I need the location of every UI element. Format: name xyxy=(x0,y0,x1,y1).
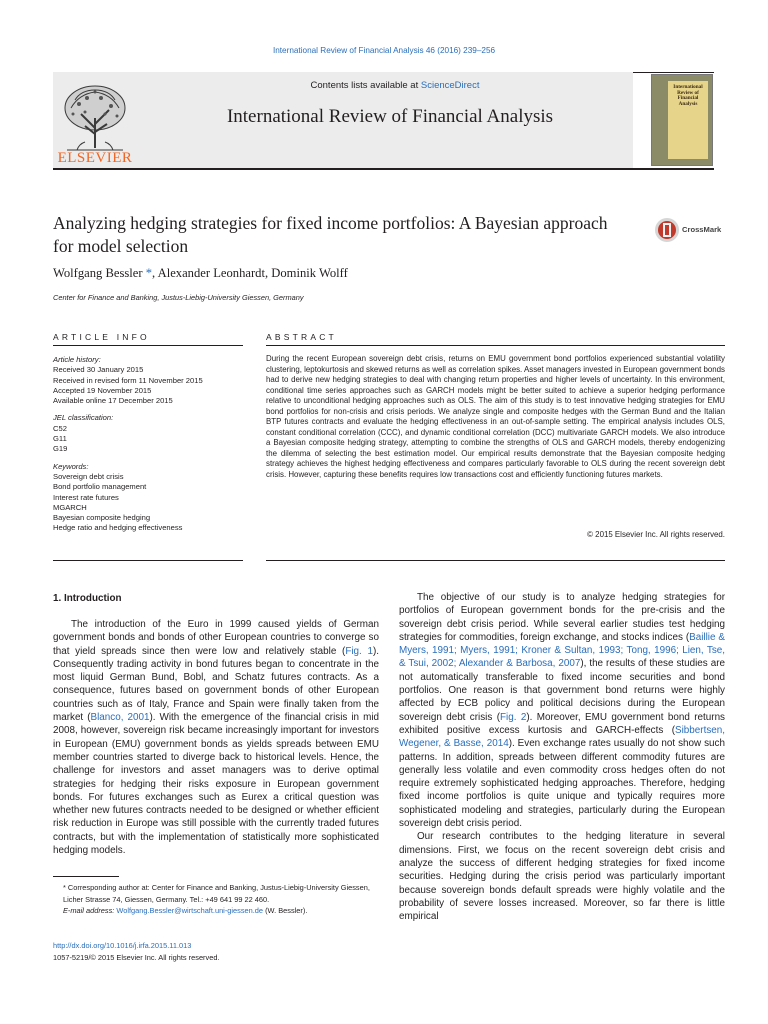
keyword: Sovereign debt crisis xyxy=(53,471,124,481)
citation-link[interactable]: Fig. 2 xyxy=(499,711,527,723)
author-email-link[interactable]: Wolfgang.Bessler@wirtschaft.uni-giessen.de xyxy=(116,906,264,915)
email-suffix: (W. Bessler). xyxy=(263,906,308,915)
abstract-text: During the recent European sovereign debt crisis, returns on EMU government bond portfolios experienced substantial volatility clustering, leptokurtosis and skewed returns as well as correlation spikes. Asset managers invested in European government bonds had to derive new hedging strategies to deal with changing return properties and higher levels of uncertainty. In this environment, conditional time series approaches such as GARCH models might be better suited to achieve a superior hedging performance relative to unconditional hedging approaches such as OLS. The aim of this study is to test innovative hedging strategies for EMU bond portfolios for non-crisis and crisis periods. We analyze single and composite hedges with the German Bund and the Italian BTP futures contracts and evaluate the hedging effectiveness in an out-of-sample setting. The empirical analysis includes OLS, constant conditional correlation (CCC), and dynamic conditional correlation (DCC) multivariate GARCH models. We also introduce a Bayesian composite hedging strategy, attempting to combine the strengths of OLS and GARCH models, thereby endogenizing the dilemma of selecting the best estimation model. Our empirical results demonstrate that the Bayesian composite hedging strategy achieves the highest hedging effectiveness and compares particularly favorable to OLS during the recent sovereign debt crisis. However, capturing these benefits requires low transactions cost and efficiently functioning futures markets. xyxy=(266,354,725,479)
jel-code: G11 xyxy=(53,434,67,444)
body-text: ). Moreover, EMU government bond returns exhibited positive excess kurtosis and GARCH-effects ( xyxy=(399,711,725,736)
body-text: The objective of our study is to analyze hedging strategies for portfolios of European government bonds for the pre-crisis and the sovereign debt crisis period. While several earlier studies test hedging strategies for commodities, foreign exchange, and stocks indices ( xyxy=(399,592,725,643)
corresponding-author-marker[interactable]: * xyxy=(145,266,153,280)
footnote-rule xyxy=(53,876,119,877)
journal-cover-thumbnail[interactable] xyxy=(651,74,713,166)
crossmark-label: CrossMark xyxy=(682,225,722,234)
crossmark-icon xyxy=(654,216,680,244)
body-text: ). With the emergence of the financial crisis in mid 2008, however, sovereign risk became increasingly important for investors in European (EMU) government bonds as yields spreads between EMU member countries started to diverge back to historical levels. Hence, the challenge for investors and asset managers was to derive optimal strategies for hedging their risks exposure in European government bonds. For futures exchanges such as Eurex a critical question was whether new futures contracts needed to be designed or whether efficient risk reduction in Europe was still possible with the currently traded futures contracts, but with the implementation of statistically more sophisticated hedging models. xyxy=(53,712,380,857)
article-title: Analyzing hedging strategies for fixed income portfolios: A Bayesian approach for model selection xyxy=(53,213,608,256)
footnote-corresponding: * Corresponding author at: Center for Finance and Banking, Justus-Liebig-University Giessen, Licher Strasse 74, Giessen, Germany. Tel.: +49 641 99 22 460. xyxy=(63,883,370,904)
keyword: Interest rate futures xyxy=(53,492,119,502)
article-info-heading: ARTICLE INFO xyxy=(53,332,150,342)
body-column-left xyxy=(53,618,379,857)
journal-title: International Review of Financial Analysis xyxy=(226,106,554,127)
crossmark-badge[interactable] xyxy=(654,216,734,244)
coauthors: , Alexander Leonhardt, Dominik Wolff xyxy=(152,266,348,280)
citation-link[interactable]: Baillie & Myers, 1991; Myers, 1991; Kroner & Sultan, 1993; Tong, 1996; Lien, Tse, & Tsui, 2002; Alexander & Barbosa, 2007 xyxy=(399,631,725,670)
body-paragraph xyxy=(399,591,725,830)
abstract-copyright: © 2015 Elsevier Inc. All rights reserved. xyxy=(587,530,725,539)
body-column-right xyxy=(399,591,725,923)
history-item: Available online 17 December 2015 xyxy=(53,396,173,406)
history-item: Received 30 January 2015 xyxy=(53,365,144,375)
article-info xyxy=(53,355,253,534)
abstract-rule-top xyxy=(266,345,725,346)
body-text: The introduction of the Euro in 1999 caused yields of German government bonds and bonds of other European countries to converge so that yield spreads since then were low and relatively stable ( xyxy=(53,619,379,657)
contents-line xyxy=(230,80,560,91)
email-label: E-mail address: xyxy=(63,906,117,915)
footnote xyxy=(53,882,383,917)
body-text: ). Consequently trading activity in bond futures began to concentrate in the most liquid German Bund, Bobl, and Schatz futures contracts. As a consequence, futures based on government bonds of other European countries such as of Italy, France and Spain were finally taken from the market ( xyxy=(53,645,379,724)
abstract-rule-bottom xyxy=(266,560,725,561)
contents-prefix: Contents lists available at xyxy=(310,80,421,91)
issn-copyright: 1057-5219/© 2015 Elsevier Inc. All rights reserved. xyxy=(53,953,220,962)
citation-link[interactable]: Blanco, 2001 xyxy=(90,712,150,724)
sciencedirect-link[interactable]: ScienceDirect xyxy=(420,80,480,91)
journal-citation-link[interactable]: International Review of Financial Analysis 46 (2016) 239–256 xyxy=(272,46,496,55)
keyword: Bond portfolio management xyxy=(53,482,147,492)
author-bessler: Wolfgang Bessler xyxy=(53,266,146,280)
cover-panel xyxy=(668,81,708,159)
body-text: ). Even exchange rates usually do not show such patterns. In addition, spreads between different commodity futures are generally less volatile and even commodity cross hedges often do not require extremely sophisticated hedging approaches. Therefore, hedging fixed income portfolios is quite unique and typically requires more sophisticated modeling and strategies, particularly during the European sovereign debt crisis period. xyxy=(399,738,725,830)
section-heading-introduction: 1. Introduction xyxy=(53,593,122,604)
article-info-rule-top xyxy=(53,345,243,346)
body-text: ), the results of these studies are not automatically transferable to fixed income securities and bond portfolios. One reason is that government bond returns were highly affected by ECB policy and political decisions during the European sovereign debt crisis ( xyxy=(399,658,725,723)
history-item: Accepted 19 November 2015 xyxy=(53,385,152,395)
abstract-heading: ABSTRACT xyxy=(266,332,337,342)
body-paragraph xyxy=(53,618,379,857)
masthead-bottom-rule xyxy=(53,168,714,170)
article-info-rule-bottom xyxy=(53,560,243,561)
history-label: Article history: xyxy=(53,355,101,364)
citation-link[interactable]: Fig. 1 xyxy=(345,645,373,657)
affiliation: Center for Finance and Banking, Justus-Liebig-University Giessen, Germany xyxy=(53,293,304,302)
jel-code: C52 xyxy=(53,423,67,433)
body-paragraph: Our research contributes to the hedging literature in several dimensions. First, we focus on the recent sovereign debt crisis and analyze the success of different hedging strategies for fixed income securities. Hedging during the crisis period was particularly important because sovereign bonds default spreads were highly volatile and the probability of severe losses increased. Moreover, so far there is little empirical xyxy=(399,831,725,923)
jel-code: G19 xyxy=(53,444,68,454)
keyword: Hedge ratio and hedging effectiveness xyxy=(53,523,183,533)
authors xyxy=(53,266,348,281)
keyword: MGARCH xyxy=(53,502,87,512)
keyword: Bayesian composite hedging xyxy=(53,513,151,523)
history-item: Received in revised form 11 November 2015 xyxy=(53,375,203,385)
elsevier-wordmark: ELSEVIER xyxy=(57,150,133,166)
doi-link[interactable]: http://dx.doi.org/10.1016/j.irfa.2015.11.013 xyxy=(53,941,192,950)
jel-label: JEL classification: xyxy=(53,413,114,423)
cover-title: International Review of Financial Analysis xyxy=(673,84,703,107)
citation-link[interactable]: Sibbertsen, Wegener, & Basse, 2014 xyxy=(399,724,725,750)
keywords-label: Keywords: xyxy=(53,461,89,471)
